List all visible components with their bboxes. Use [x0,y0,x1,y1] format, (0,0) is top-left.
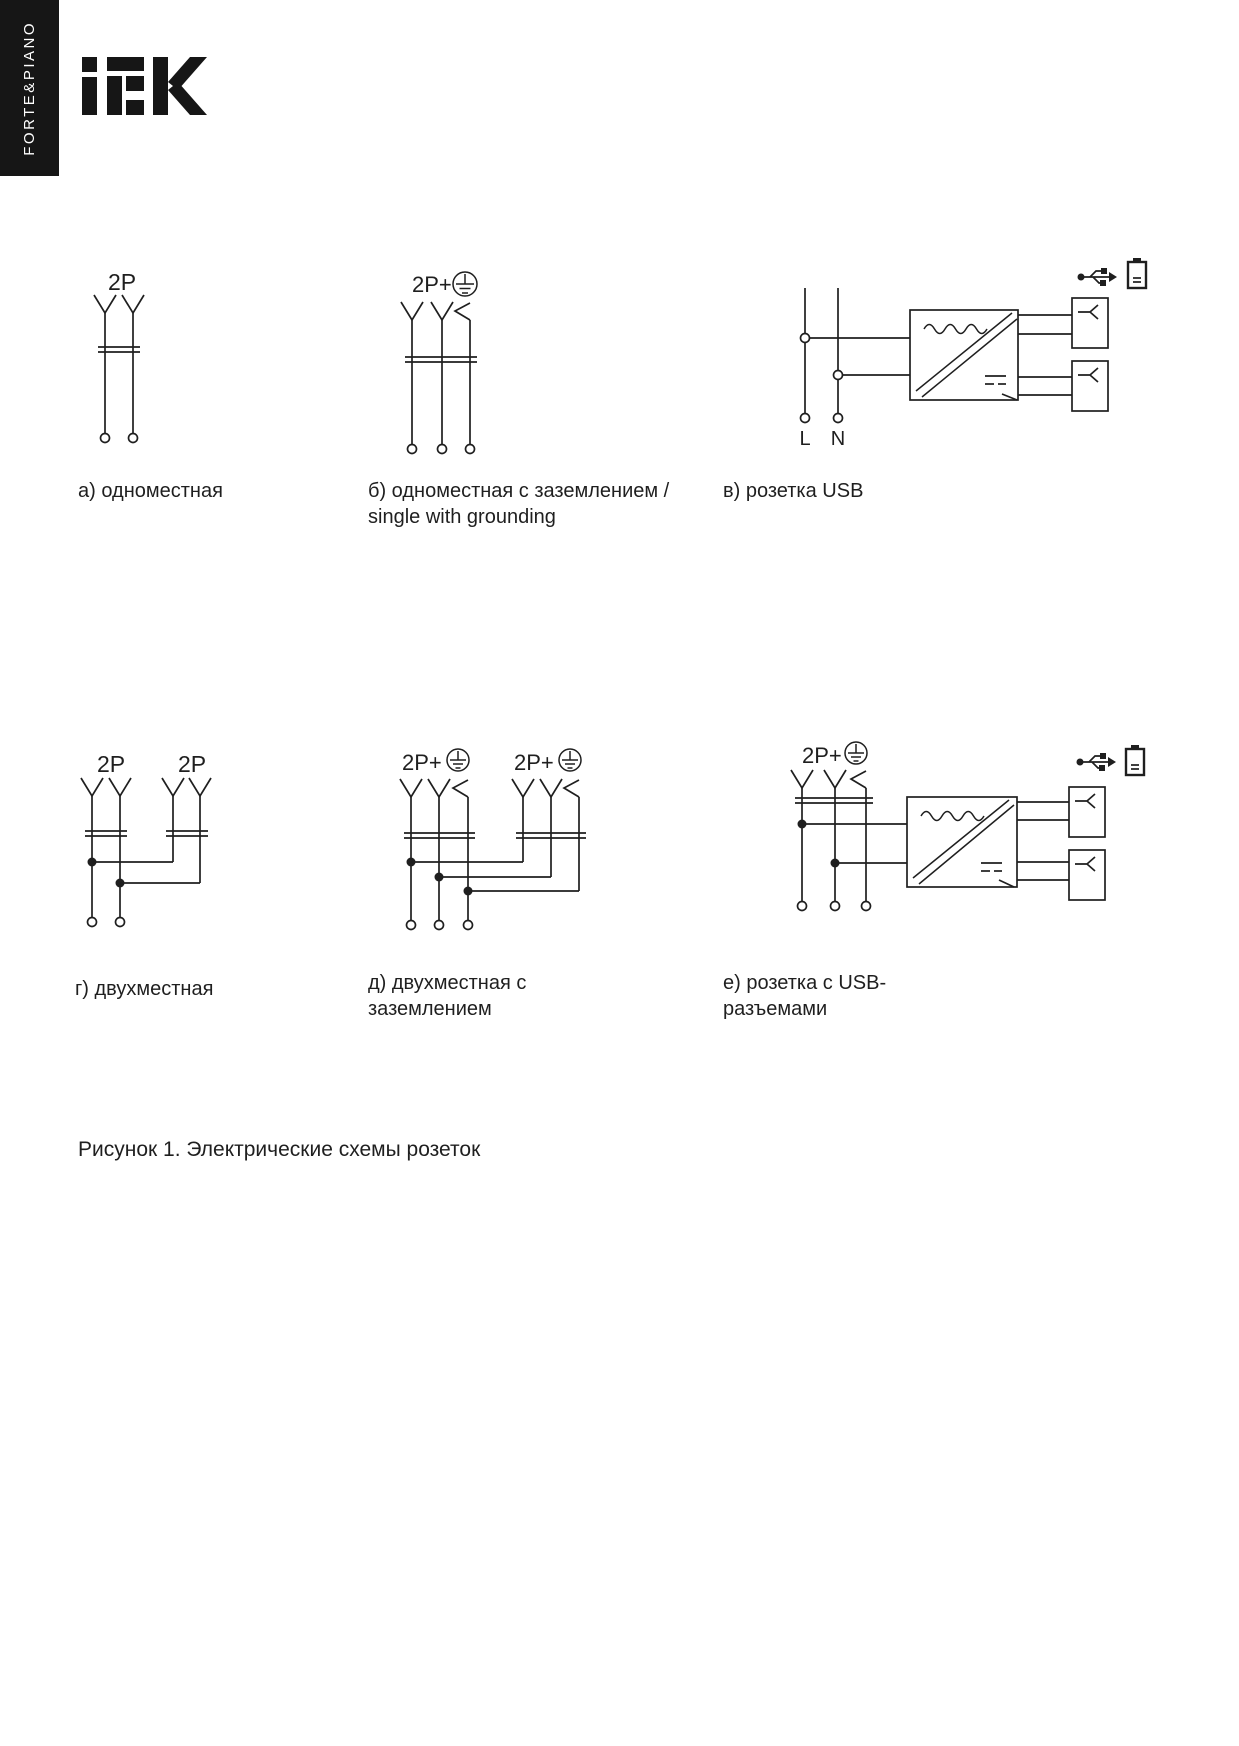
terminal-circle [798,902,807,911]
terminal-circle [408,445,417,454]
fork-contact-icon [431,302,453,445]
diagram-a-schematic [60,240,290,450]
fork-contact-icon [122,295,144,433]
pole-label: 2P+ [514,750,554,775]
ground-contact-icon [851,771,866,901]
usb-port-box [1069,787,1105,837]
diagram-v-schematic [700,245,1170,460]
terminal-double-bar [405,357,477,362]
caption-a [78,478,223,504]
ground-contact-icon [564,780,579,891]
fork-contact-icon [824,770,846,901]
pole-label: 2P+ [802,743,842,768]
series-name: FORTE&PIANO [21,20,38,156]
terminal-circle [464,921,473,930]
fork-contact-icon [400,779,422,920]
caption-d [368,970,526,1022]
usb-icon [1077,753,1117,771]
pole-label: 2P [108,269,137,295]
caption-v-line1: в) розетка USB [723,480,864,502]
terminal-double-bar [795,798,873,803]
figure-caption: Рисунок 1. Электрические схемы розеток [78,1138,481,1161]
dc-symbol-icon [981,863,1002,871]
usb-port-box [1072,298,1108,348]
usb-port-contact-icon [1075,857,1095,871]
neutral-label: N [830,428,846,450]
battery-icon [1128,258,1146,288]
fork-contact-icon [162,778,184,862]
output-arrow-icon [1002,394,1017,400]
output-arrow-icon [999,880,1014,887]
ground-contact-icon [455,303,470,445]
dc-symbol-icon [985,376,1006,384]
terminal-circle [801,414,810,423]
caption-a-line1: а) одноместная [78,480,223,502]
terminal-circle [407,921,416,930]
ac-dc-converter-box [907,797,1017,887]
iek-logo-glyphs [82,57,207,115]
fork-contact-icon [109,778,131,917]
fork-contact-icon [81,778,103,917]
protective-earth-icon [559,749,581,771]
usb-port-box [1072,361,1108,411]
ac-wave-icon [924,325,987,334]
fork-contact-icon [401,302,423,445]
ground-contact-icon [453,780,468,920]
caption-g-line1: г) двухместная [75,978,214,1000]
caption-b [368,478,669,530]
pole-label: 2P [97,751,126,777]
terminal-circle [88,918,97,927]
fork-contact-icon [540,779,562,877]
usb-port-contact-icon [1075,794,1095,808]
converter-diagonal [919,805,1014,884]
pole-label: 2P+ [402,750,442,775]
terminal-circle [438,445,447,454]
brand-sidebar [0,0,59,176]
pole-label: 2P [178,751,207,777]
caption-b-line2: single with grounding [368,506,556,528]
iek-logo [81,57,207,115]
terminal-circle [862,902,871,911]
diagram-e-schematic [700,690,1170,930]
line-label: L [799,428,811,450]
caption-d-line2: заземлением [368,998,492,1020]
terminal-circle [129,434,138,443]
protective-earth-icon [453,272,477,296]
ac-dc-converter-box [910,310,1018,400]
usb-icon [1078,268,1118,286]
caption-e [723,970,886,1022]
terminal-circle [466,445,475,454]
caption-d-line1: д) двухместная с [368,972,527,994]
caption-v [723,478,863,504]
terminal-circle [435,921,444,930]
caption-e-line2: разъемами [723,998,828,1020]
ac-wave-icon [921,812,984,821]
diagram-d-schematic [395,745,645,935]
caption-b-line1: б) одноместная с заземлением / [368,480,670,502]
fork-contact-icon [94,295,116,433]
terminal-circle [116,918,125,927]
protective-earth-icon [447,749,469,771]
fork-contact-icon [512,779,534,862]
usb-port-contact-icon [1078,305,1098,319]
diagram-b-schematic [395,240,630,460]
pole-label: 2P+ [412,272,452,297]
protective-earth-icon [845,742,867,764]
caption-g [75,976,213,1002]
fork-contact-icon [428,779,450,920]
usb-port-box [1069,850,1105,900]
terminal-circle [831,902,840,911]
diagram-g-schematic [60,745,300,935]
terminal-circle [101,434,110,443]
junction-circle [834,371,843,380]
caption-e-line1: е) розетка с USB- [723,972,887,994]
fork-contact-icon [791,770,813,901]
junction-circle [801,334,810,343]
usb-port-contact-icon [1078,368,1098,382]
battery-icon [1126,745,1144,775]
terminal-circle [834,414,843,423]
